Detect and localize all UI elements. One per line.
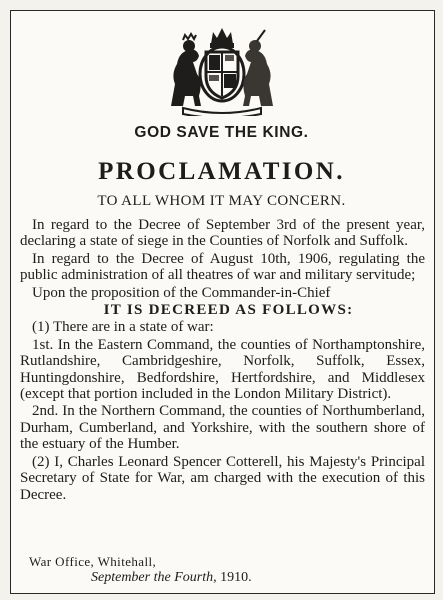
preamble-paragraph: In regard to the Decree of August 10th, 1906, regulating the public administration of all theatres of war and military servitude; <box>20 250 425 284</box>
preamble-paragraph: In regard to the Decree of September 3rd of the present year, declaring a state of siege in the Counties of Norfolk and Suffolk. <box>20 217 425 250</box>
date-year: 1910. <box>220 570 252 585</box>
signature-office: War Office, Whitehall, <box>29 554 157 569</box>
motto-heading: GOD SAVE THE KING. <box>134 124 309 141</box>
proclamation-body <box>20 217 425 504</box>
royal-coat-of-arms-icon <box>163 24 281 116</box>
clause-paragraph: 2nd. In the Northern Command, the counties of Northumberland, Durham, Cumberland, and Yorkshire, with the southern shore of the estuary of the Humber. <box>20 403 425 453</box>
clause-paragraph: (2) I, Charles Leonard Spencer Cotterell, his Majesty's Principal Secretary of State for War, am charged with the execution of this Decree. <box>20 453 425 503</box>
clause-paragraph: 1st. In the Eastern Command, the counties of Northamptonshire, Rutlandshire, Cambridgeshire, Norfolk, Suffolk, Essex, Huntingdonshire, Bedfordshire, Hertfordshire, and Middlesex (except that portion included in the London Military District). <box>20 336 425 403</box>
date-text: September the Fourth, <box>91 570 217 585</box>
page-title: PROCLAMATION. <box>98 158 345 185</box>
signature-date <box>91 570 252 586</box>
clause-paragraph: (1) There are in a state of war: <box>32 319 214 336</box>
address-line: TO ALL WHOM IT MAY CONCERN. <box>97 193 346 209</box>
preamble-paragraph: Upon the proposition of the Commander-in-Chief <box>32 284 331 301</box>
decree-heading: IT IS DECREED AS FOLLOWS: <box>103 302 354 319</box>
